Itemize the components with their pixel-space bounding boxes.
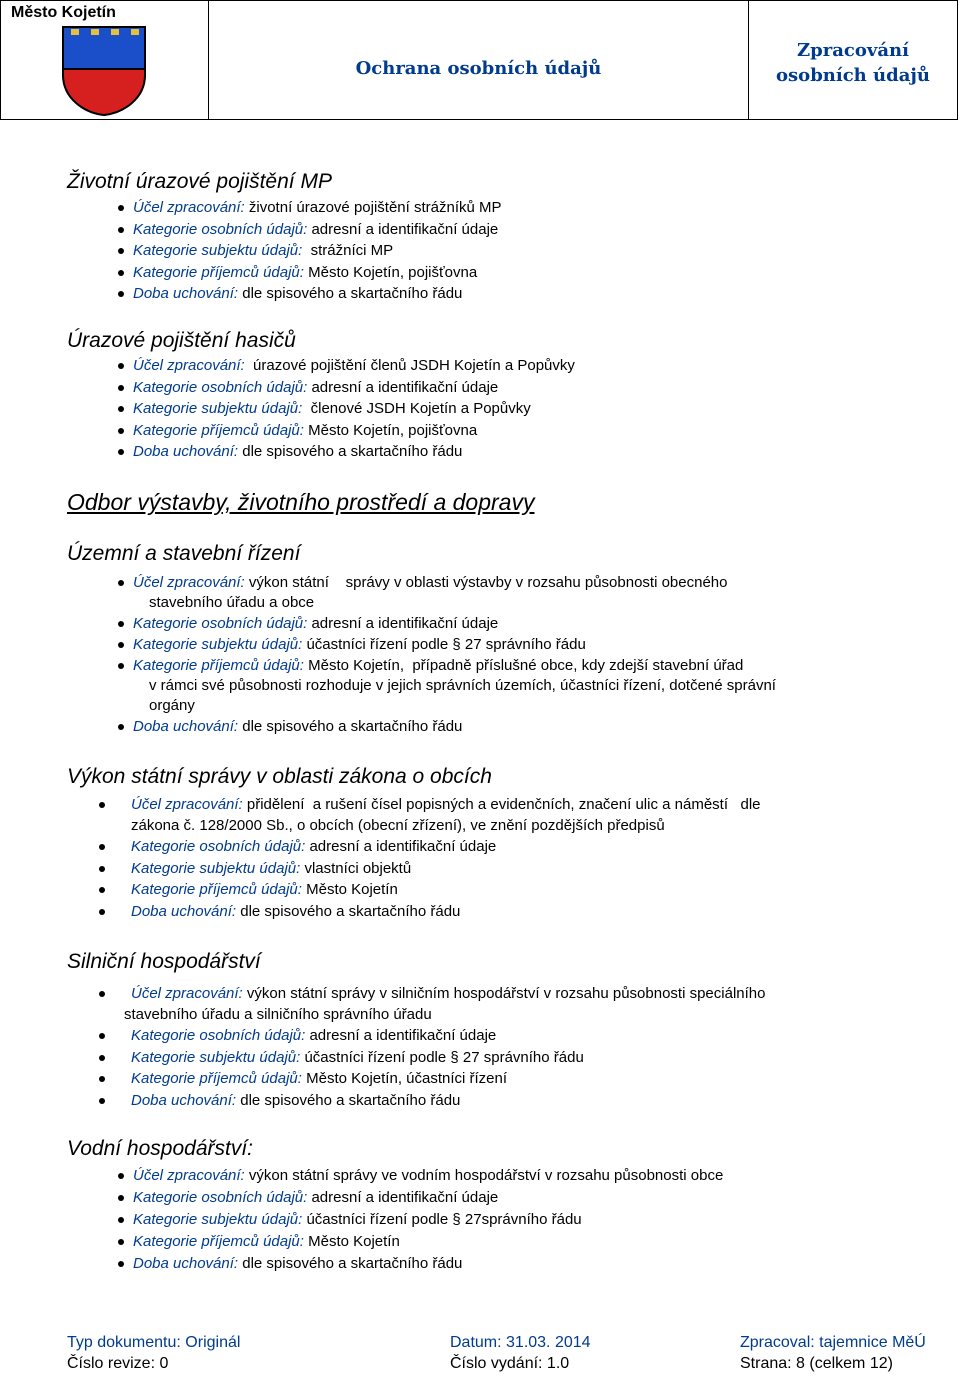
item-label: Doba uchování: [133,718,239,735]
page-header [0,0,958,120]
item-label: Kategorie příjemců údajů: [133,263,304,281]
town-name: Město Kojetín [11,4,116,21]
item-value: výkon státní správy v silničním hospodářství v rozsahu působnosti speciálního [242,985,766,1002]
item-text [133,655,743,676]
item-continuation: stavebního úřadu a obce [149,594,315,611]
item-label: Doba uchování: [131,902,237,920]
bullet-icon [99,844,105,850]
item-text [133,420,477,441]
bullet-icon [118,406,124,412]
item-label: Kategorie subjektu údajů: [133,242,303,259]
item-value: adresní a identifikační údaje [305,1027,497,1044]
item-value: dle spisového a skartačního řádu [236,902,461,920]
bullet-icon [118,270,124,276]
item-label: Kategorie osobních údajů: [133,1189,308,1206]
item-label: Kategorie subjektu údajů: [131,1048,301,1066]
document-category [749,38,957,88]
bullet-icon [99,887,105,893]
item-label: Kategorie osobních údajů: [131,1027,306,1044]
item-value: výkon státní správy ve vodním hospodářství v rozsahu působnosti obce [244,1167,724,1184]
item-text [133,1165,723,1186]
coat-of-arms-icon [61,25,147,117]
bullet-icon [118,1195,124,1201]
bullet-icon [99,802,105,808]
item-value: Město Kojetín [303,1233,400,1250]
bullet-icon [118,642,124,648]
item-label: Doba uchování: [133,285,239,302]
item-text [131,983,765,1004]
bullet-icon [118,205,124,211]
item-label: Účel zpracování: [133,574,245,591]
item-value: Město Kojetín, případně příslušné obce, kdy zdejší stavební úřad [303,657,744,674]
item-value: účastníci řízení podle § 27 správního řádu [300,1048,584,1066]
item-text [133,262,477,283]
item-continuation: v rámci své působnosti rozhoduje v jejich správních územích, účastníci řízení, dotčené správní [149,677,776,694]
footer-doc-type: Typ dokumentu: Originál [67,1334,241,1351]
bullet-icon [118,291,124,297]
section-title-silnicni: Silniční hospodářství [67,950,261,973]
section-title-zivotni-urazove: Životní úrazové pojištění MP [67,170,332,193]
bullet-icon [118,385,124,391]
footer-page: Strana: 8 (celkem 12) [740,1355,893,1372]
item-text [133,613,498,634]
item-value: dle spisového a skartačního řádu [236,1091,461,1109]
bullet-icon [118,663,124,669]
category-cell [749,1,957,119]
item-text [133,1187,498,1208]
item-text [133,240,393,261]
item-value: účastníci řízení podle § 27správního řádu [302,1211,582,1228]
item-value: Město Kojetín, pojišťovna [303,421,478,439]
item-label: Kategorie subjektu údajů: [133,636,303,653]
bullet-icon [99,991,105,997]
item-text [131,1025,496,1046]
item-label: Účel zpracování: [131,985,243,1002]
item-text [133,634,586,655]
bullet-icon [99,1055,105,1061]
item-text [131,858,411,879]
footer-author: Zpracoval: tajemnice MěÚ [740,1334,926,1351]
item-label: Doba uchování: [131,1091,237,1109]
item-label: Kategorie příjemců údajů: [131,881,302,898]
bullet-icon [118,248,124,254]
item-text [131,794,761,815]
item-label: Kategorie osobních údajů: [133,378,308,396]
item-label: Kategorie příjemců údajů: [133,1233,304,1250]
bullet-icon [99,1076,105,1082]
item-label: Kategorie subjektu údajů: [133,400,303,417]
bullet-icon [118,724,124,730]
item-label: Doba uchování: [133,1255,239,1272]
bullet-icon [118,363,124,369]
item-label: Kategorie příjemců údajů: [133,421,304,439]
item-value: adresní a identifikační údaje [307,220,499,238]
bullet-icon [99,866,105,872]
bullet-icon [118,621,124,627]
section-title-vodni: Vodní hospodářství: [67,1137,254,1160]
item-continuation: stavebního úřadu a silničního správního úřadu [124,1005,432,1023]
item-value: vlastníci objektů [300,859,412,877]
item-text [133,197,502,218]
bullet-icon [118,1239,124,1245]
item-text [133,377,498,398]
logo-cell [1,1,209,119]
item-label: Kategorie příjemců údajů: [133,657,304,674]
bullet-icon [118,428,124,434]
item-value: dle spisového a skartačního řádu [238,1255,463,1272]
item-text [133,572,727,593]
item-label: Účel zpracování: [133,199,245,216]
section-title-urazove-hasicu: Úrazové pojištění hasičů [67,329,296,352]
item-text [131,1090,460,1111]
bullet-icon [118,1261,124,1267]
item-text [133,355,575,376]
item-label: Účel zpracování: [133,357,245,374]
item-label: Kategorie subjektu údajů: [131,859,301,877]
item-value: dle spisového a skartačního řádu [238,443,463,460]
item-continuation: zákona č. 128/2000 Sb., o obcích (obecní zřízení), ve znění pozdějších předpisů [131,816,665,834]
item-text [133,1253,462,1274]
bullet-icon [118,227,124,233]
item-value: adresní a identifikační údaje [307,615,499,632]
item-value: Město Kojetín, účastníci řízení [301,1070,508,1087]
item-text [131,836,496,857]
bullet-icon [118,1173,124,1179]
bullet-icon [118,1217,124,1223]
item-text [131,1068,507,1089]
item-text [133,1209,582,1230]
footer-date: Datum: 31.03. 2014 [450,1334,591,1351]
section-title-obce: Výkon státní správy v oblasti zákona o obcích [67,765,492,788]
item-text [133,283,462,304]
item-text [131,901,460,922]
bullet-icon [118,449,124,455]
item-text [133,441,462,462]
footer-issue: Číslo vydání: 1.0 [450,1355,570,1372]
item-value: životní úrazové pojištění strážníků MP [244,199,502,216]
item-text [131,1047,584,1068]
item-text [133,398,531,419]
item-label: Kategorie osobních údajů: [133,220,308,238]
item-value: výkon státní správy v oblasti výstavby v rozsahu působnosti obecného [244,574,728,591]
item-text [133,219,498,240]
item-value: Město Kojetín, pojišťovna [303,263,478,281]
item-text [133,716,462,737]
item-value: strážníci MP [302,242,394,259]
item-value: úrazové pojištění členů JSDH Kojetín a Popůvky [244,357,575,374]
item-value: adresní a identifikační údaje [305,838,497,855]
category-line-1: Zpracování [797,40,909,61]
item-value: adresní a identifikační údaje [307,1189,499,1206]
item-text [131,879,398,900]
department-title: Odbor výstavby, životního prostředí a dopravy [67,489,535,515]
item-label: Kategorie osobních údajů: [131,838,306,855]
document-title: Ochrana osobních údajů [355,58,602,79]
item-value: dle spisového a skartačního řádu [238,718,463,735]
item-label: Kategorie subjektu údajů: [133,1211,303,1228]
title-cell [209,1,749,119]
item-text [133,1231,400,1252]
section-title-uzemni-stavebni: Územní a stavební řízení [67,542,301,565]
item-label: Kategorie příjemců údajů: [131,1070,302,1087]
bullet-icon [118,580,124,586]
item-continuation: orgány [149,697,195,714]
bullet-icon [99,909,105,915]
item-value: účastníci řízení podle § 27 správního řádu [302,636,586,653]
bullet-icon [99,1098,105,1104]
item-label: Kategorie osobních údajů: [133,615,308,632]
item-label: Účel zpracování: [131,796,243,813]
item-value: přidělení a rušení čísel popisných a evidenčních, značení ulic a náměstí dle [242,796,761,813]
bullet-icon [99,1033,105,1039]
item-label: Doba uchování: [133,443,239,460]
item-value: adresní a identifikační údaje [307,378,499,396]
item-value: členové JSDH Kojetín a Popůvky [302,400,531,417]
footer-revision: Číslo revize: 0 [67,1355,169,1372]
item-label: Účel zpracování: [133,1167,245,1184]
category-line-2: osobních údajů [776,65,930,86]
item-value: dle spisového a skartačního řádu [238,285,463,302]
item-value: Město Kojetín [301,881,398,898]
